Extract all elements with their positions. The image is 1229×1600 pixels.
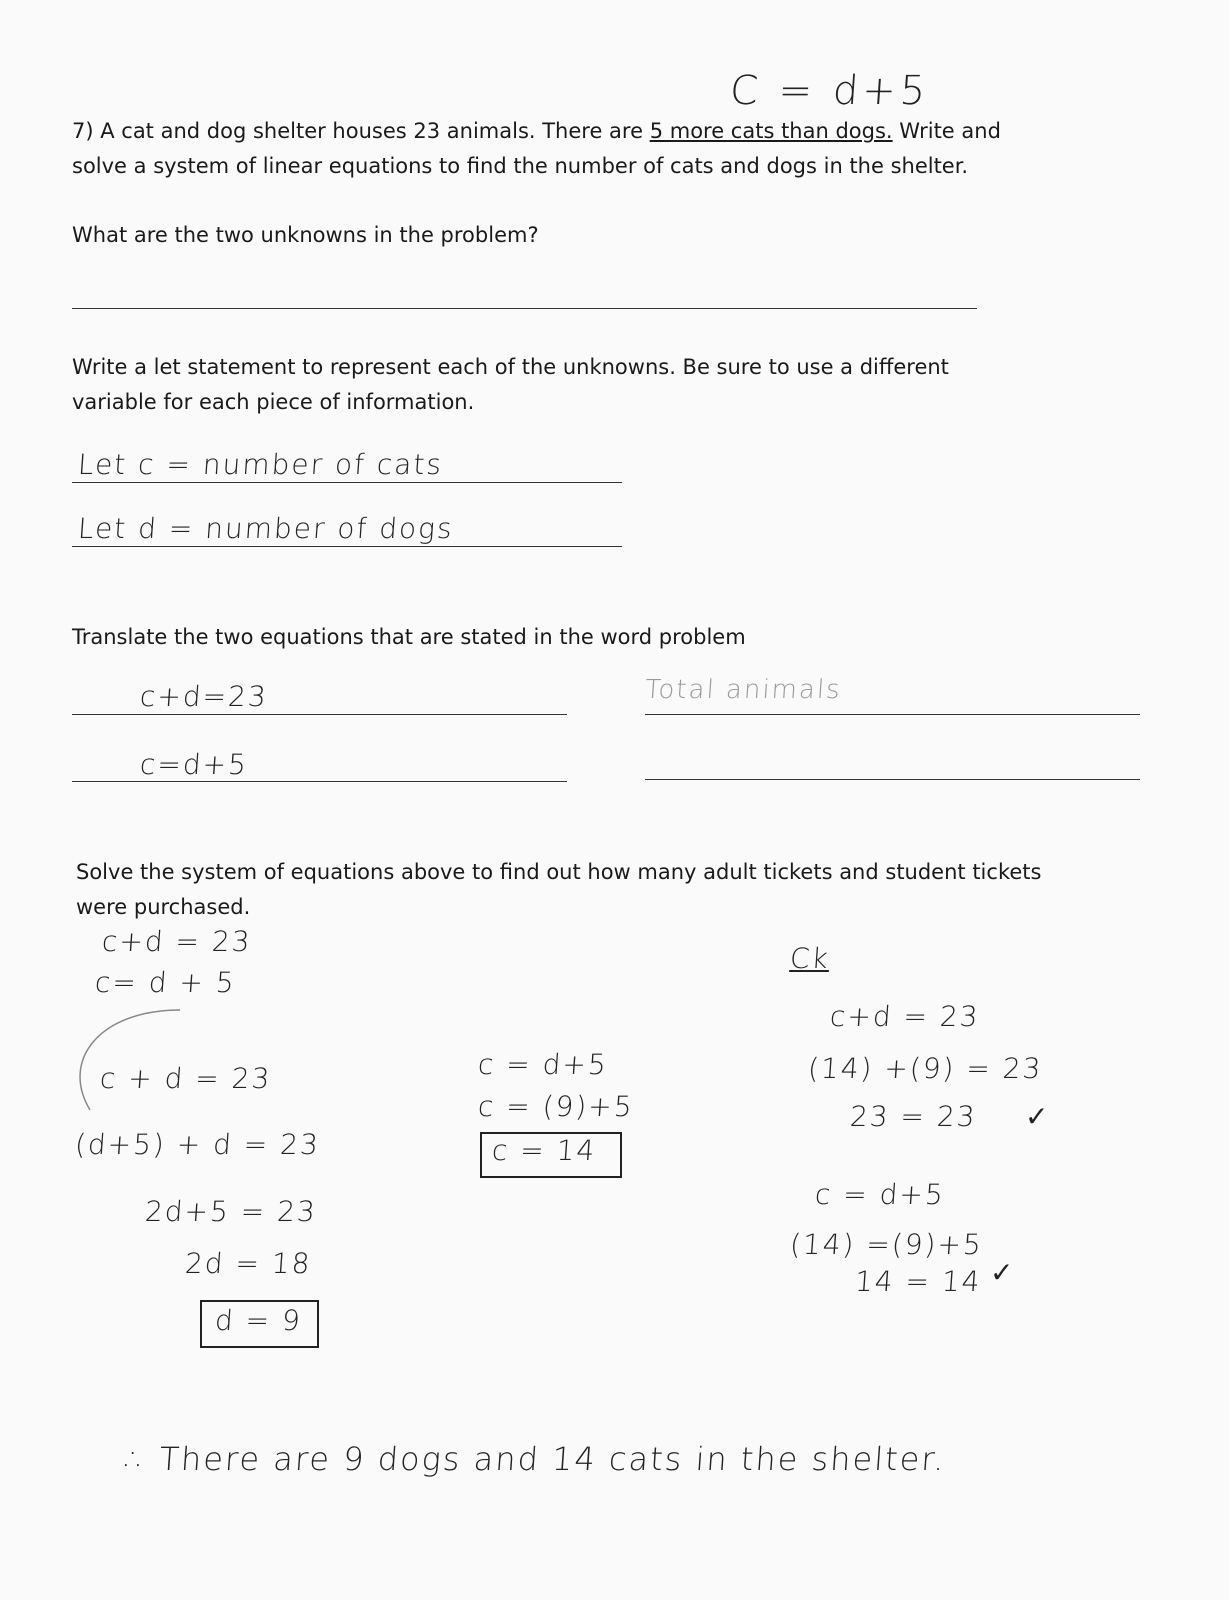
equation-2: c=d+5 xyxy=(138,748,250,781)
check1-line-1: c+d = 23 xyxy=(828,1000,981,1033)
equation-line-2 xyxy=(72,781,567,782)
header-note: C = d+5 xyxy=(728,68,931,114)
check2-line-1: c = d+5 xyxy=(813,1178,946,1211)
work-back-3: c = 14 xyxy=(490,1134,598,1167)
conclusion: ∴ There are 9 dogs and 14 cats in the shelter. xyxy=(123,1440,948,1478)
work-sub-1: c + d = 23 xyxy=(98,1062,273,1095)
note-line-2 xyxy=(645,779,1140,780)
let-line-2 xyxy=(72,546,622,547)
note-line-1 xyxy=(645,714,1140,715)
work-sub-2: (d+5) + d = 23 xyxy=(73,1128,321,1161)
check-mark-2: ✓ xyxy=(990,1256,1014,1289)
let-answer-dogs: Let d = number of dogs xyxy=(76,512,455,545)
check2-line-2: (14) =(9)+5 xyxy=(788,1228,984,1261)
work-back-2: c = (9)+5 xyxy=(476,1090,635,1123)
problem-line-1 xyxy=(72,114,1001,149)
check-label: Ck xyxy=(788,942,831,975)
work-sub-4: 2d = 18 xyxy=(183,1247,313,1280)
equation-note: Total animals xyxy=(643,675,843,705)
check1-line-2: (14) +(9) = 23 xyxy=(806,1052,1044,1085)
check1-line-3: 23 = 23 xyxy=(848,1100,978,1133)
work-system-1: c+d = 23 xyxy=(100,925,253,958)
solve-instructions-line-2: were purchased. xyxy=(76,895,251,919)
translate-question: Translate the two equations that are stated in the word problem xyxy=(72,625,746,649)
unknowns-question: What are the two unknowns in the problem? xyxy=(72,223,539,247)
check2-line-3: 14 = 14 xyxy=(853,1265,983,1298)
let-answer-cats: Let c = number of cats xyxy=(76,448,445,481)
let-line-1 xyxy=(72,482,622,483)
work-sub-5: d = 9 xyxy=(213,1304,304,1337)
solve-instructions-line-1: Solve the system of equations above to find out how many adult tickets and student tickets xyxy=(76,860,1042,884)
let-instructions-line-1: Write a let statement to represent each of the unknowns. Be sure to use a different xyxy=(72,355,949,379)
equation-line-1 xyxy=(72,714,567,715)
problem-line-1-prefix: 7) A cat and dog shelter houses 23 animals. There are xyxy=(72,119,650,143)
check-mark-1: ✓ xyxy=(1025,1100,1049,1133)
let-instructions-line-2: variable for each piece of information. xyxy=(72,390,475,414)
work-back-1: c = d+5 xyxy=(476,1048,609,1081)
problem-key-fact: 5 more cats than dogs. xyxy=(649,119,893,143)
unknowns-answer-line xyxy=(72,308,977,309)
problem-line-2: solve a system of linear equations to find the number of cats and dogs in the shelter. xyxy=(72,154,969,178)
work-sub-3: 2d+5 = 23 xyxy=(143,1195,318,1228)
equation-1: c+d=23 xyxy=(138,680,269,713)
problem-line-1-suffix: Write and xyxy=(892,119,1001,143)
substitution-arrow xyxy=(60,1000,200,1120)
work-system-2: c= d + 5 xyxy=(93,966,237,999)
